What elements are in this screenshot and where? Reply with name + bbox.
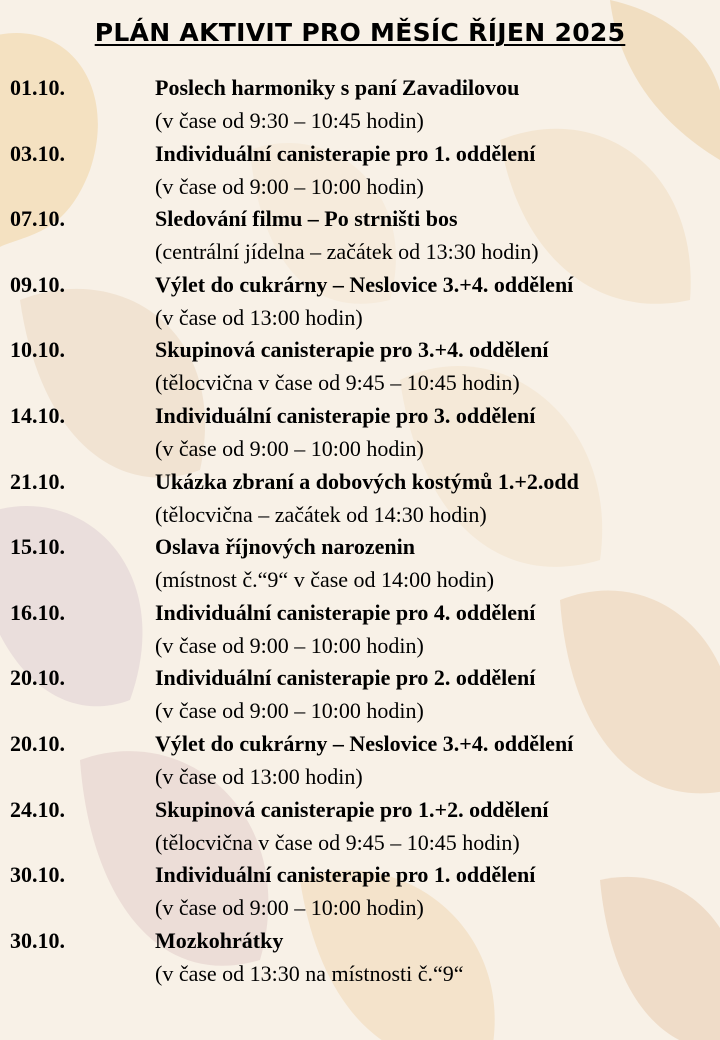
list-item [0,72,720,138]
activity-detail: (tělocvična v čase od 9:45 – 10:45 hodin) [155,370,520,396]
list-item [0,728,720,794]
activity-list [0,72,720,990]
activity-detail: (v čase od 13:30 na místnosti č.“9“ [155,960,464,986]
list-item [0,794,720,860]
activity-name: Výlet do cukrárny – Neslovice 3.+4. oddělení [155,730,574,756]
activity-name: Poslech harmoniky s paní Zavadilovou [155,75,520,100]
list-item [0,269,720,335]
list-item [0,597,720,663]
activity-name: Výlet do cukrárny – Neslovice 3.+4. oddělení [155,271,574,297]
activity-date: 24.10. [10,796,65,822]
activity-date: 03.10. [10,140,65,166]
list-item [0,662,720,728]
activity-name: Individuální canisterapie pro 2. oddělení [155,665,536,691]
activity-name: Individuální canisterapie pro 1. oddělení [155,862,536,888]
list-item [0,138,720,204]
activity-detail: (v čase od 13:00 hodin) [155,763,363,789]
activity-date: 30.10. [10,927,65,953]
activity-date: 21.10. [10,468,65,494]
activity-date: 14.10. [10,402,65,428]
activity-name: Individuální canisterapie pro 1. oddělení [155,140,536,166]
activity-detail: (tělocvična – začátek od 14:30 hodin) [155,501,487,527]
list-item [0,334,720,400]
activity-date: 20.10. [10,730,65,756]
activity-name: Sledování filmu – Po strništi bos [155,206,458,232]
activity-detail: (v čase od 9:00 – 10:00 hodin) [155,895,424,921]
activity-detail: (v čase od 9:00 – 10:00 hodin) [155,632,424,658]
activity-date: 07.10. [10,206,65,232]
activity-name: Skupinová canisterapie pro 1.+2. oddělení [155,796,549,822]
activity-detail: (v čase od 9:00 – 10:00 hodin) [155,698,424,724]
activity-name: Oslava říjnových narozenin [155,534,415,560]
list-item [0,203,720,269]
activity-detail: (v čase od 9:00 – 10:00 hodin) [155,435,424,461]
list-item [0,531,720,597]
activity-date: 09.10. [10,271,65,297]
activity-detail: (v čase od 9:00 – 10:00 hodin) [155,173,424,199]
activity-name: Mozkohrátky [155,927,284,953]
activity-name: Ukázka zbraní a dobových kostýmů 1.+2.odd [155,468,579,494]
activity-date: 01.10. [10,75,65,100]
activity-date: 16.10. [10,599,65,625]
activity-date: 30.10. [10,862,65,888]
activity-detail: (v čase od 9:30 – 10:45 hodin) [155,108,424,133]
activity-date: 20.10. [10,665,65,691]
activity-name: Skupinová canisterapie pro 3.+4. oddělení [155,337,549,363]
list-item [0,400,720,466]
activity-date: 10.10. [10,337,65,363]
activity-detail: (místnost č.“9“ v čase od 14:00 hodin) [155,567,495,593]
list-item [0,859,720,925]
activity-detail: (centrální jídelna – začátek od 13:30 hodin) [155,239,539,265]
list-item [0,466,720,532]
activity-detail: (tělocvična v čase od 9:45 – 10:45 hodin) [155,829,520,855]
activity-date: 15.10. [10,534,65,560]
page-title: PLÁN AKTIVIT PRO MĚSÍC ŘÍJEN 2025 [94,18,626,47]
list-item [0,925,720,991]
activity-name: Individuální canisterapie pro 4. oddělení [155,599,536,625]
activity-name: Individuální canisterapie pro 3. oddělení [155,402,536,428]
activity-detail: (v čase od 13:00 hodin) [155,304,363,330]
